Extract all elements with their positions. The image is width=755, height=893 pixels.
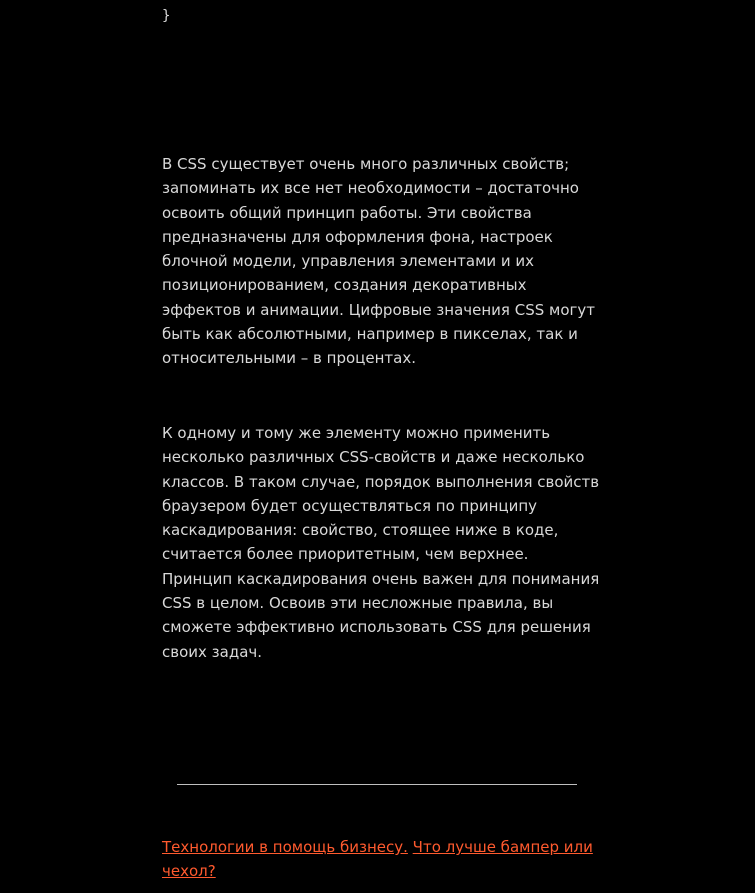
- code-closing-brace: }: [162, 8, 171, 24]
- related-link-bumper-or-case[interactable]: Что лучше бампер или чехол?: [162, 838, 593, 881]
- section-divider: [177, 784, 577, 785]
- article-paragraph-2: К одному и тому же элементу можно применить несколько различных CSS-свойств и даже несколько классов. В таком случае, порядок выполнения свойств браузером будет осуществляться по принципу каскадирования: свойство, стоящее ниже в коде, считается более приоритетным, чем верхнее. Принцип каскадирования очень важен для понимания CSS в целом. Освоив эти несложные правила, вы сможете эффективно использовать CSS для решения своих задач.: [162, 424, 600, 661]
- related-link-business-tech[interactable]: Технологии в помощь бизнесу.: [162, 838, 408, 856]
- related-links: [162, 835, 602, 884]
- article-paragraph-1: В CSS существует очень много различных свойств; запоминать их все нет необходимости – достаточно освоить общий принцип работы. Эти свойства предназначены для оформления фона, настроек блочной модели, управления элементами и их позиционированием, создания декоративных эффектов и анимации. Цифровые значения CSS могут быть как абсолютными, например в пикселах, так и относительными – в процентах.: [162, 155, 595, 368]
